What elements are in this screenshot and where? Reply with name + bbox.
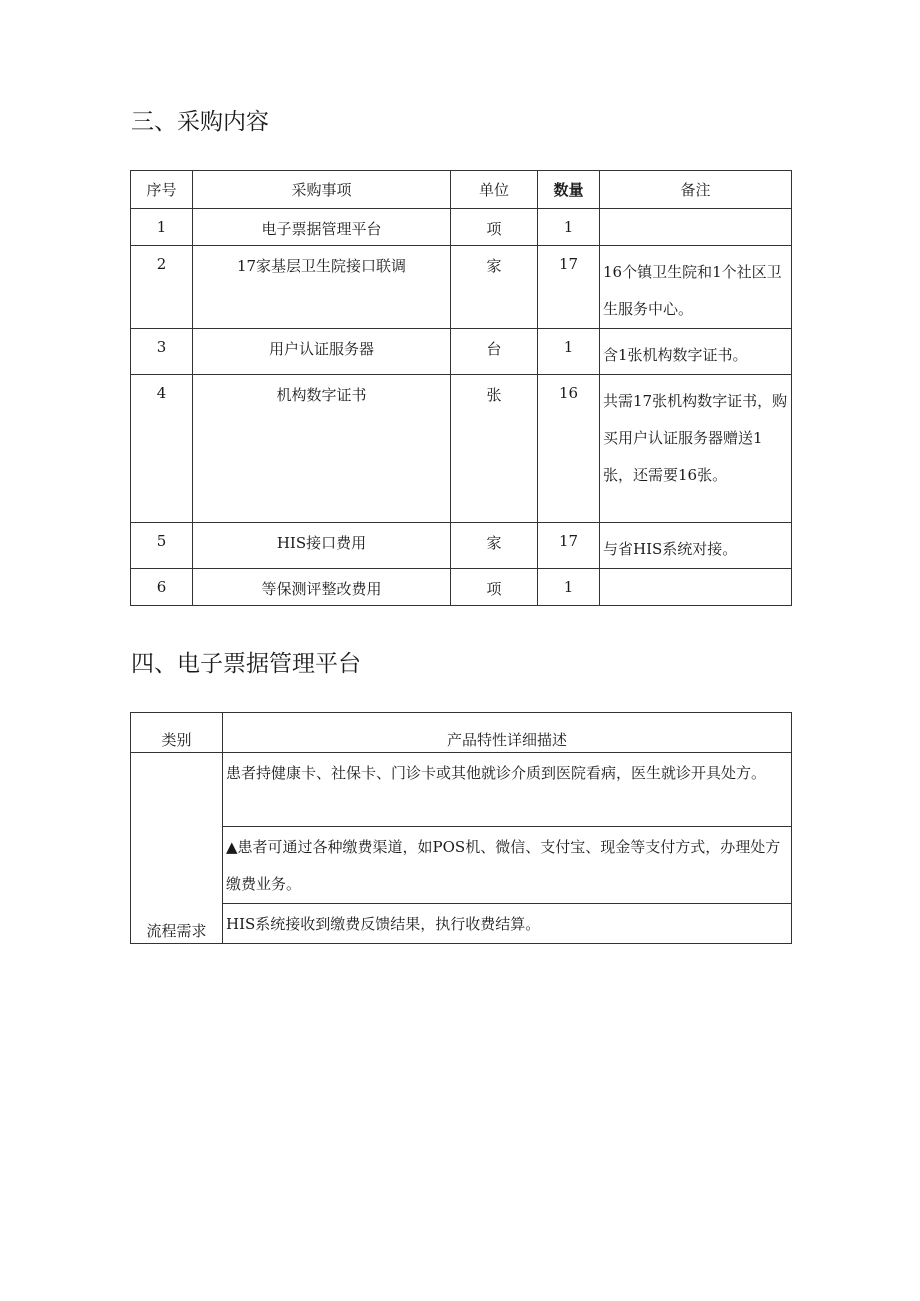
header-description: 产品特性详细描述 xyxy=(223,713,792,753)
row-no: 6 xyxy=(131,569,193,606)
row-qty: 1 xyxy=(538,329,600,375)
row-unit: 项 xyxy=(451,209,538,246)
header-unit: 单位 xyxy=(451,171,538,209)
row-note: 含1张机构数字证书。 xyxy=(600,329,792,375)
header-no: 序号 xyxy=(131,171,193,209)
row-qty: 1 xyxy=(538,209,600,246)
section-4-title: 四、电子票据管理平台 xyxy=(131,651,361,677)
table-row xyxy=(131,329,792,375)
table-row xyxy=(131,209,792,246)
description-cell: 患者持健康卡、社保卡、门诊卡或其他就诊介质到医院看病，医生就诊开具处方。 xyxy=(223,753,792,827)
row-no: 2 xyxy=(131,246,193,329)
row-qty: 16 xyxy=(538,375,600,523)
row-no: 1 xyxy=(131,209,193,246)
table-row xyxy=(131,569,792,606)
row-note: 16个镇卫生院和1个社区卫生服务中心。 xyxy=(600,246,792,329)
row-unit: 项 xyxy=(451,569,538,606)
header-note: 备注 xyxy=(600,171,792,209)
table-row xyxy=(131,246,792,329)
row-item: 等保测评整改费用 xyxy=(193,569,451,606)
row-unit: 张 xyxy=(451,375,538,523)
row-item: 机构数字证书 xyxy=(193,375,451,523)
procurement-table-header xyxy=(131,171,792,209)
row-qty: 1 xyxy=(538,569,600,606)
table-row xyxy=(131,904,792,944)
description-cell: HIS系统接收到缴费反馈结果，执行收费结算。 xyxy=(223,904,792,944)
header-category: 类别 xyxy=(131,713,223,753)
row-item: 17家基层卫生院接口联调 xyxy=(193,246,451,329)
row-unit: 家 xyxy=(451,523,538,569)
header-qty: 数量 xyxy=(538,171,600,209)
row-note xyxy=(600,209,792,246)
table-row xyxy=(131,753,792,827)
section-3-title: 三、采购内容 xyxy=(131,109,269,135)
row-note xyxy=(600,569,792,606)
row-no: 4 xyxy=(131,375,193,523)
feature-table-header xyxy=(131,713,792,753)
row-unit: 家 xyxy=(451,246,538,329)
row-no: 3 xyxy=(131,329,193,375)
row-item: 用户认证服务器 xyxy=(193,329,451,375)
row-qty: 17 xyxy=(538,523,600,569)
row-item: HIS接口费用 xyxy=(193,523,451,569)
row-note: 与省HIS系统对接。 xyxy=(600,523,792,569)
row-no: 5 xyxy=(131,523,193,569)
procurement-table xyxy=(130,170,792,606)
table-row xyxy=(131,375,792,523)
feature-table xyxy=(130,712,792,944)
row-item: 电子票据管理平台 xyxy=(193,209,451,246)
row-note: 共需17张机构数字证书，购买用户认证服务器赠送1张，还需要16张。 xyxy=(600,375,792,523)
table-row xyxy=(131,523,792,569)
description-cell: ▲患者可通过各种缴费渠道，如POS机、微信、支付宝、现金等支付方式，办理处方缴费业务。 xyxy=(223,827,792,904)
table-row xyxy=(131,827,792,904)
row-qty: 17 xyxy=(538,246,600,329)
row-unit: 台 xyxy=(451,329,538,375)
header-item: 采购事项 xyxy=(193,171,451,209)
category-cell: 流程需求 xyxy=(131,753,223,944)
